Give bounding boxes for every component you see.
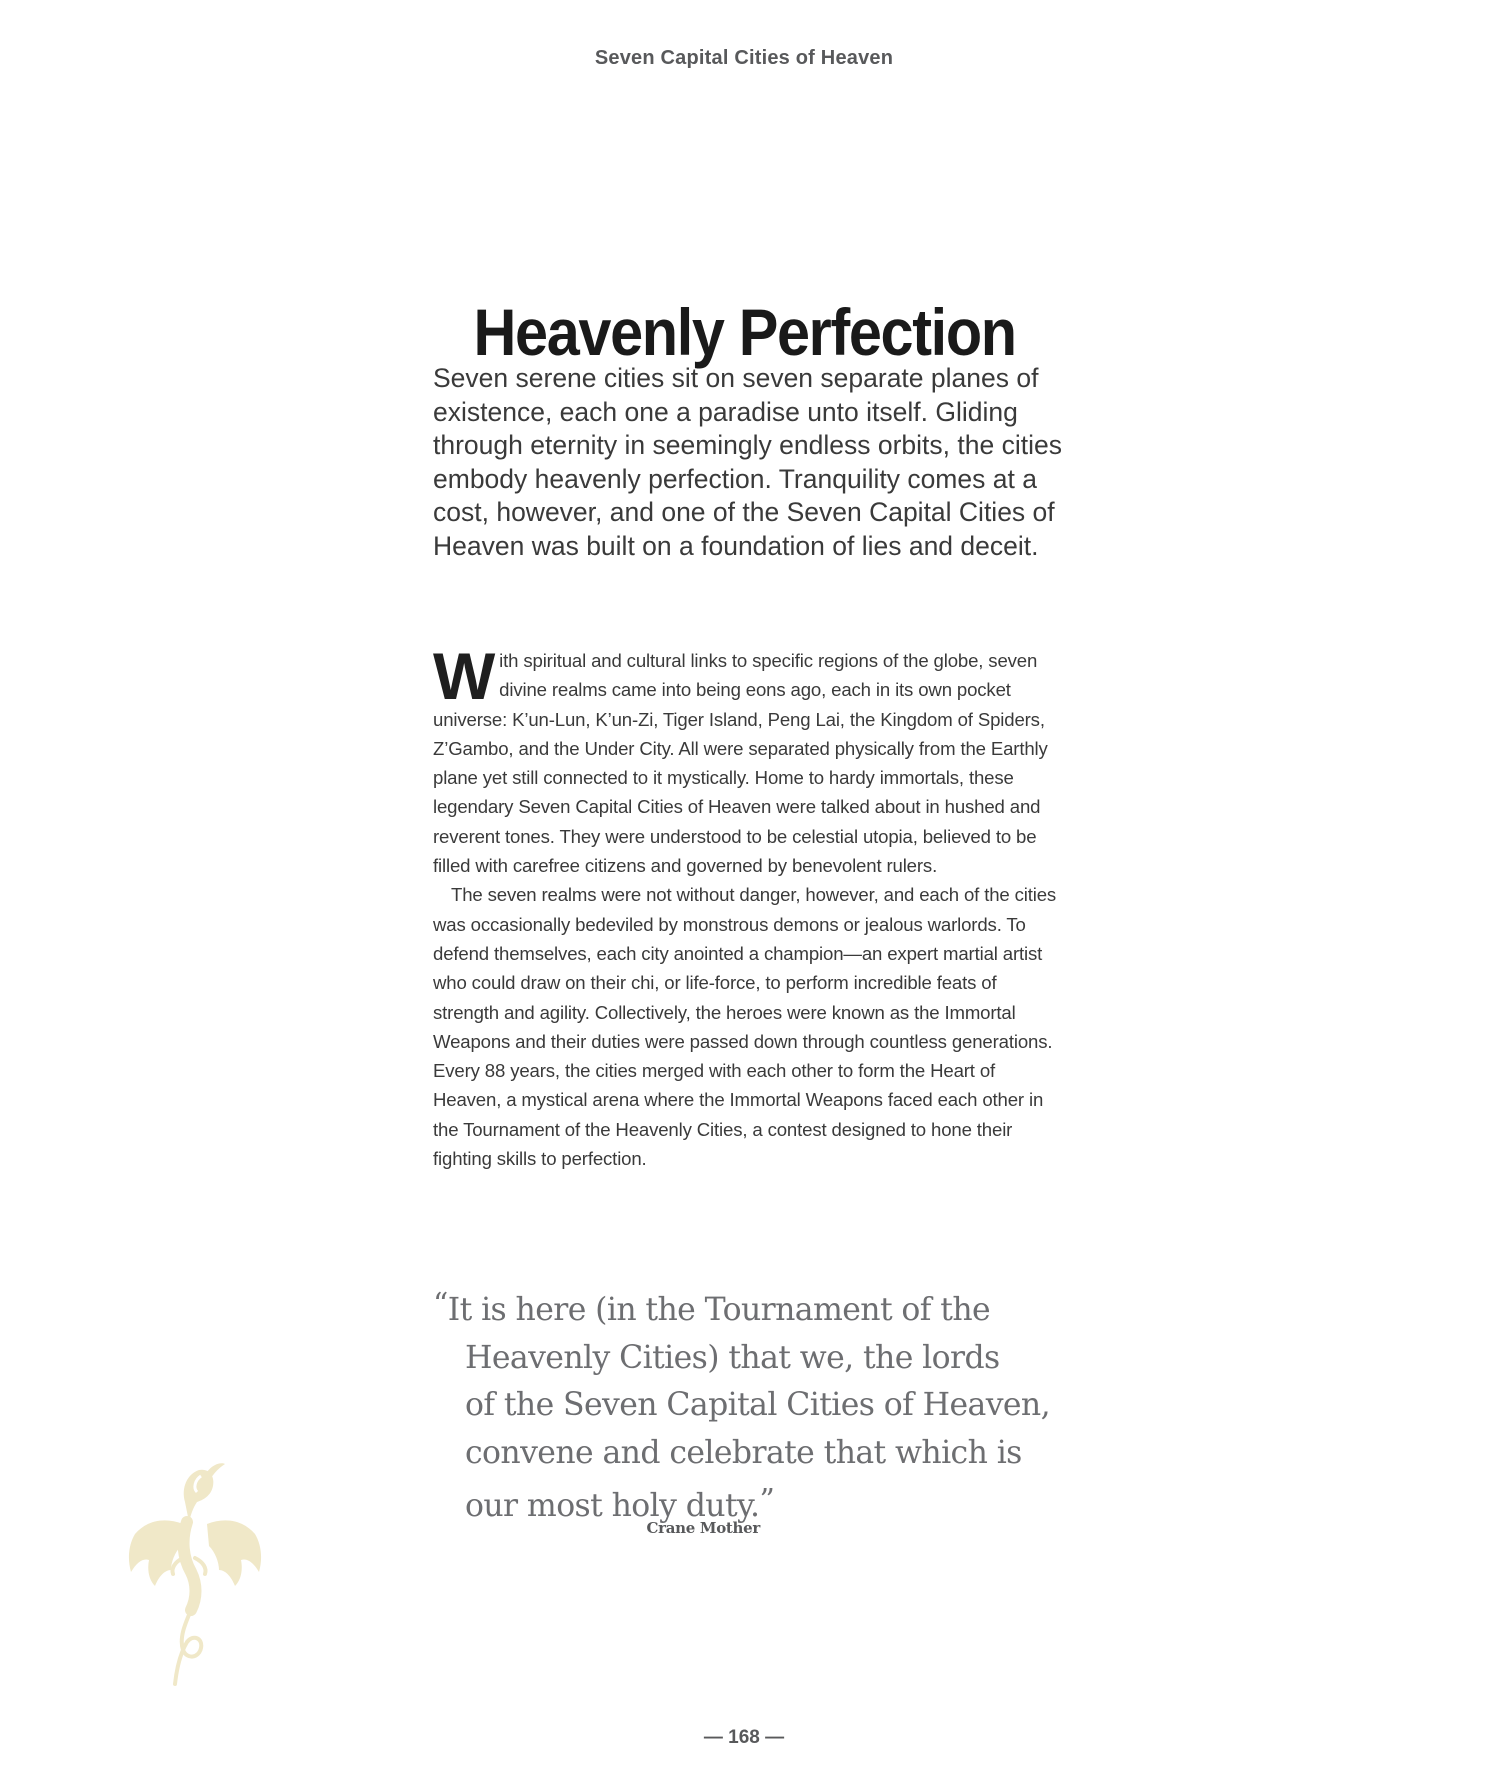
body-paragraph-2: The seven realms were not without danger, however, and each of the cities was occasionally bedeviled by monstrous demons or jealous warlords. To defend themselves, each city anointed a champion—an expert martial artist who could draw on their chi, or life-force, to perform incredible feats of strength and agility. Collectively, the heroes were known as the Immortal Weapons and their duties were passed down through countless generations. Every 88 years, the cities merged with each other to form the Heart of Heaven, a mystical arena where the Immortal Weapons faced each other in the Tournament of the Heavenly Cities, a contest designed to hone their fighting skills to perfection. [433, 884, 1057, 1170]
quote-line-5: our most holy duty. [465, 1488, 760, 1524]
body-text [433, 639, 1063, 1173]
body-paragraph-1 [433, 639, 1063, 880]
quote-attribution: Crane Mother [646, 1519, 760, 1537]
lede-paragraph: Seven serene cities sit on seven separate planes of existence, each one a paradise unto itself. Gliding through eternity in seemingly endless orbits, the cities embody heavenly perfection. Tranquility comes at a cost, however, and one of the Seven Capital Cities of Heaven was built on a foundation of lies and deceit. [433, 363, 1062, 561]
quote-line-1: It is here (in the Tournament of the [447, 1292, 991, 1328]
pull-quote [433, 1281, 1073, 1531]
quote-line-4: convene and celebrate that which is [465, 1434, 1022, 1471]
dragon-icon [125, 1462, 265, 1687]
drop-cap: W [433, 639, 496, 713]
body-paragraph-1-text: ith spiritual and cultural links to specific regions of the globe, seven divine realms came into being eons ago, each in its own pocket universe: K’un-Lun, K’un-Zi, Tiger Island, Peng Lai, the Kingdom of Spiders, Z’Gambo, and the Under City. All were separated physically from the Earthly plane yet still connected to it mystically. Home to hardy immortals, these legendary Seven Capital Cities of Heaven were talked about in hushed and reverent tones. They were understood to be celestial utopia, believed to be filled with carefree citizens and governed by benevolent rulers. [433, 650, 1048, 877]
quote-line-3: of the Seven Capital Cities of Heaven, [465, 1387, 1051, 1423]
page-number: — 168 — [703, 1727, 785, 1748]
quote-line-2: Heavenly Cities) that we, the lords [465, 1339, 1000, 1376]
open-quote-mark: “ [433, 1287, 448, 1322]
page-title: Heavenly Perfection [473, 295, 1016, 370]
running-head: Seven Capital Cities of Heaven [594, 47, 894, 69]
close-quote-mark: ” [759, 1483, 775, 1518]
quote-line [433, 1281, 1073, 1335]
